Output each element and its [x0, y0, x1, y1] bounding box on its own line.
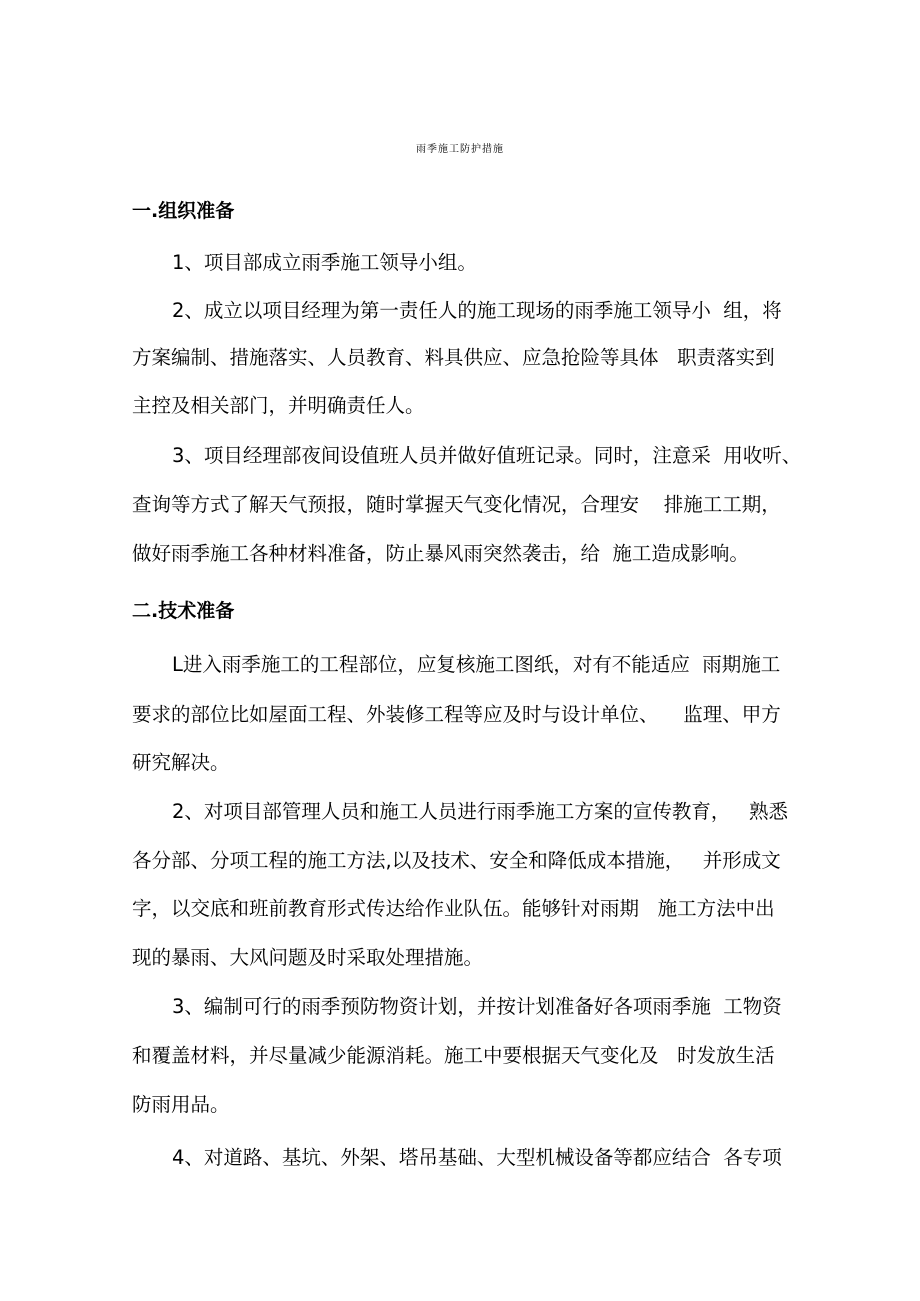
paragraph-line: 防雨用品。 [132, 1093, 230, 1116]
paragraph-line: 现的暴雨、大风问题及时采取处理措施。 [132, 946, 484, 969]
section-heading-organization: 一.组织准备 [132, 200, 235, 222]
paragraph-line: 2、对项目部管理人员和施工人员进行雨季施工方案的宣传教育， 熟悉 [172, 800, 789, 823]
section-heading-technical: 二.技术准备 [132, 600, 235, 622]
paragraph-line: 2、成立以项目经理为第一责任人的施工现场的雨季施工领导小 组，将 [172, 299, 782, 322]
paragraph-line: 研究解决。 [132, 751, 230, 774]
paragraph-line: 1、项目部成立雨季施工领导小组。 [172, 251, 477, 274]
paragraph-line: 和覆盖材料，并尽量减少能源消耗。施工中要根据天气变化及 时发放生活 [132, 1044, 775, 1067]
paragraph-line: 要求的部位比如屋面工程、外装修工程等应及时与设计单位、 监理、甲方 [132, 703, 781, 726]
paragraph-line: 3、编制可行的雨季预防物资计划，并按计划准备好各项雨季施 工物资 [172, 995, 782, 1018]
paragraph-line: 3、项目经理部夜间设值班人员并做好值班记录。同时，注意采 用收听、 [172, 444, 802, 467]
paragraph-line: 查询等方式了解天气预报，随时掌握天气变化情况，合理安 排施工工期， [132, 493, 781, 516]
paragraph-line: 字，以交底和班前教育形式传达给作业队伍。能够针对雨期 施工方法中出 [132, 897, 775, 920]
paragraph-line: L进入雨季施工的工程部位，应复核施工图纸，对有不能适应 雨期施工 [172, 653, 781, 676]
paragraph-line: 各分部、分项工程的施工方法,以及技术、安全和降低成本措施， 并形成文 [132, 849, 781, 872]
paragraph-line: 方案编制、措施落实、人员教育、料具供应、应急抢险等具体 职责落实到 [132, 346, 775, 369]
document-title: 雨季施工防护措施 [416, 144, 504, 155]
paragraph-line: 4、对道路、基坑、外架、塔吊基础、大型机械设备等都应结合 各专项 [172, 1146, 782, 1169]
paragraph-line: 做好雨季施工各种材料准备，防止暴风雨突然袭击，给 施工造成影响。 [132, 542, 749, 565]
paragraph-line: 主控及相关部门，并明确责任人。 [132, 394, 425, 417]
